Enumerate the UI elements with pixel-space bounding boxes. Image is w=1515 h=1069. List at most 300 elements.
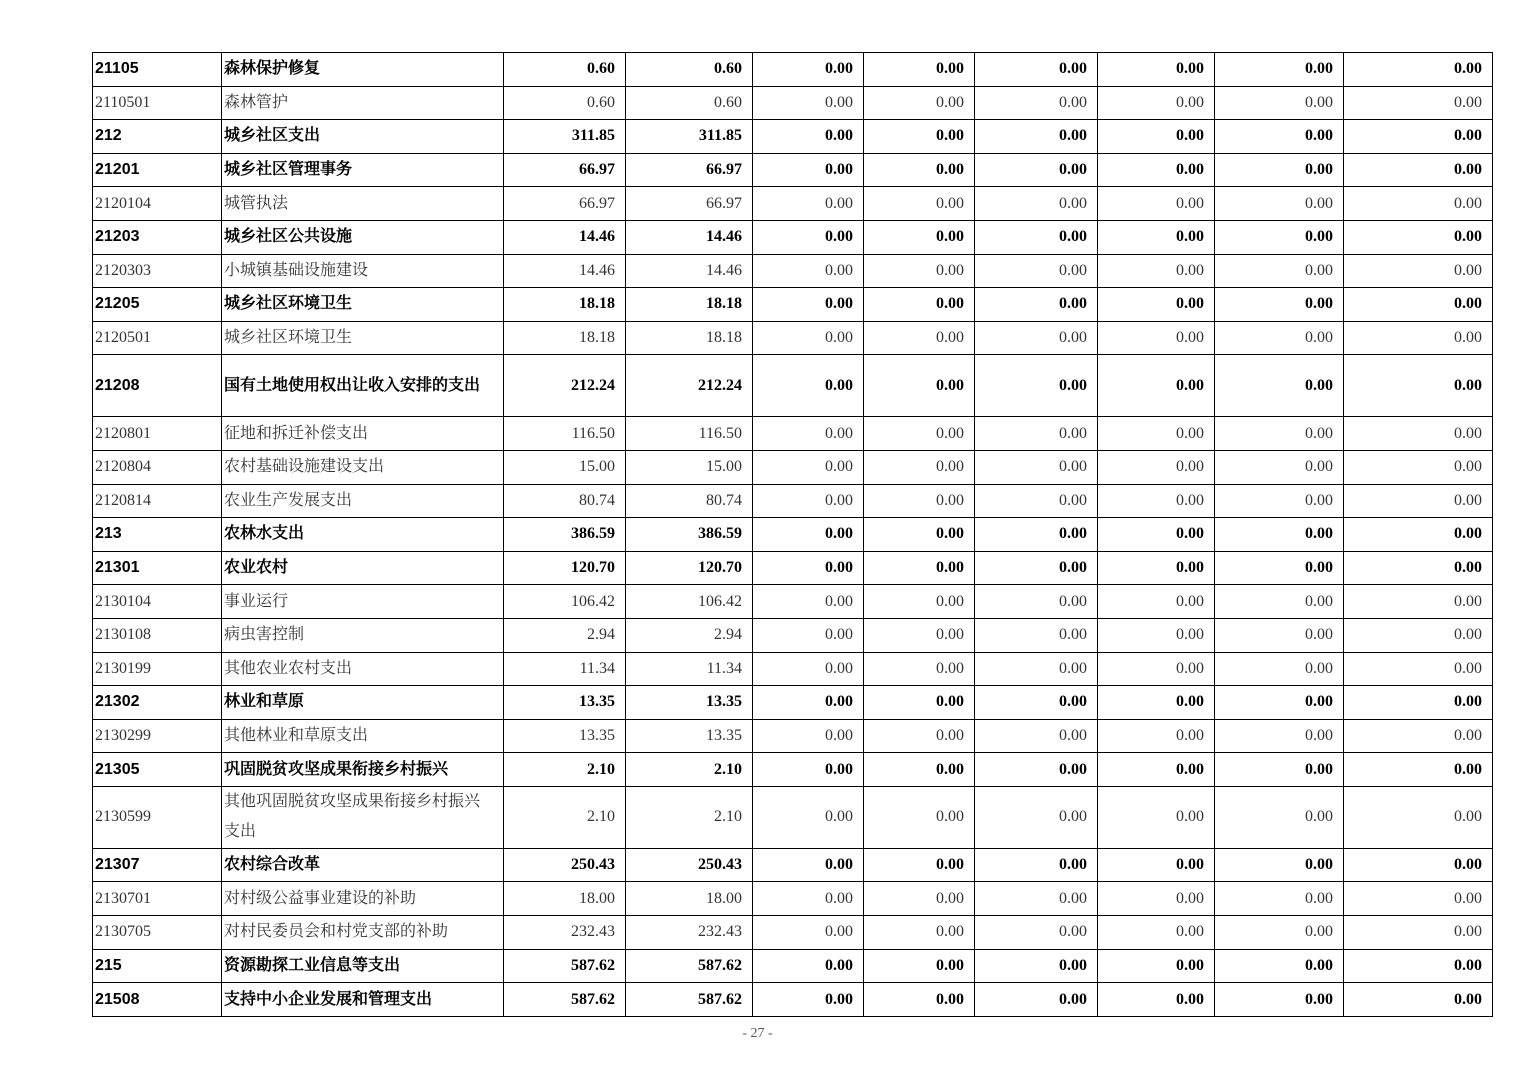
amount-cell: 14.46 <box>504 220 626 254</box>
amount-cell: 0.00 <box>975 618 1098 652</box>
subject-name-cell: 资源勘探工业信息等支出 <box>222 949 504 983</box>
subject-code-cell: 21302 <box>93 686 222 720</box>
amount-cell: 0.00 <box>1344 786 1493 848</box>
subject-code-cell: 213 <box>93 518 222 552</box>
amount-cell: 587.62 <box>504 983 626 1017</box>
amount-cell: 0.00 <box>1215 355 1344 417</box>
amount-cell: 0.00 <box>1098 618 1215 652</box>
amount-cell: 0.00 <box>1344 355 1493 417</box>
amount-cell: 0.00 <box>864 220 975 254</box>
amount-cell: 66.97 <box>626 187 753 221</box>
amount-cell: 0.00 <box>753 618 864 652</box>
amount-cell: 0.00 <box>1344 551 1493 585</box>
table-row <box>93 86 1493 120</box>
amount-cell: 66.97 <box>626 153 753 187</box>
amount-cell: 2.10 <box>626 786 753 848</box>
subject-code-cell: 21305 <box>93 753 222 787</box>
amount-cell: 0.00 <box>975 753 1098 787</box>
amount-cell: 0.00 <box>1098 585 1215 619</box>
amount-cell: 0.00 <box>1215 187 1344 221</box>
subject-name-cell: 森林保护修复 <box>222 53 504 87</box>
amount-cell: 0.00 <box>1215 753 1344 787</box>
amount-cell: 13.35 <box>626 719 753 753</box>
amount-cell: 0.00 <box>1215 949 1344 983</box>
amount-cell: 212.24 <box>626 355 753 417</box>
amount-cell: 2.10 <box>504 753 626 787</box>
amount-cell: 0.00 <box>864 450 975 484</box>
amount-cell: 0.00 <box>975 321 1098 355</box>
table-row <box>93 551 1493 585</box>
amount-cell: 0.00 <box>864 618 975 652</box>
subject-name-cell: 事业运行 <box>222 585 504 619</box>
table-row <box>93 916 1493 950</box>
amount-cell: 0.00 <box>975 484 1098 518</box>
table-row <box>93 949 1493 983</box>
amount-cell: 0.00 <box>1344 618 1493 652</box>
amount-cell: 0.00 <box>1344 484 1493 518</box>
table-row <box>93 321 1493 355</box>
subject-name-cell: 小城镇基础设施建设 <box>222 254 504 288</box>
subject-name-cell: 林业和草原 <box>222 686 504 720</box>
amount-cell: 18.18 <box>626 321 753 355</box>
subject-name-cell: 征地和拆迁补偿支出 <box>222 417 504 451</box>
subject-name-cell: 森林管护 <box>222 86 504 120</box>
amount-cell: 0.00 <box>753 786 864 848</box>
amount-cell: 587.62 <box>504 949 626 983</box>
subject-code-cell: 2120501 <box>93 321 222 355</box>
subject-code-cell: 2120814 <box>93 484 222 518</box>
amount-cell: 0.00 <box>864 551 975 585</box>
amount-cell: 0.00 <box>975 882 1098 916</box>
amount-cell: 2.94 <box>626 618 753 652</box>
amount-cell: 0.00 <box>975 153 1098 187</box>
table-row <box>93 753 1493 787</box>
subject-name-cell: 其他林业和草原支出 <box>222 719 504 753</box>
amount-cell: 0.00 <box>1344 753 1493 787</box>
subject-code-cell: 2130701 <box>93 882 222 916</box>
amount-cell: 0.00 <box>864 652 975 686</box>
table-row <box>93 187 1493 221</box>
table-row <box>93 53 1493 87</box>
amount-cell: 0.00 <box>1344 417 1493 451</box>
amount-cell: 0.00 <box>1215 786 1344 848</box>
amount-cell: 0.00 <box>1344 321 1493 355</box>
subject-name-cell: 对村级公益事业建设的补助 <box>222 882 504 916</box>
amount-cell: 11.34 <box>504 652 626 686</box>
subject-name-cell: 农村综合改革 <box>222 848 504 882</box>
amount-cell: 0.00 <box>1215 882 1344 916</box>
amount-cell: 0.00 <box>753 288 864 322</box>
amount-cell: 0.00 <box>1098 450 1215 484</box>
table-row <box>93 518 1493 552</box>
amount-cell: 2.10 <box>504 786 626 848</box>
amount-cell: 0.00 <box>1215 153 1344 187</box>
amount-cell: 250.43 <box>504 848 626 882</box>
amount-cell: 66.97 <box>504 153 626 187</box>
amount-cell: 0.00 <box>864 753 975 787</box>
amount-cell: 0.00 <box>975 551 1098 585</box>
table-row <box>93 254 1493 288</box>
amount-cell: 0.00 <box>1344 518 1493 552</box>
amount-cell: 15.00 <box>626 450 753 484</box>
amount-cell: 13.35 <box>504 686 626 720</box>
subject-name-cell: 城乡社区管理事务 <box>222 153 504 187</box>
amount-cell: 232.43 <box>504 916 626 950</box>
amount-cell: 0.00 <box>1215 686 1344 720</box>
subject-code-cell: 212 <box>93 120 222 154</box>
subject-code-cell: 21307 <box>93 848 222 882</box>
amount-cell: 0.00 <box>753 882 864 916</box>
amount-cell: 0.00 <box>1215 848 1344 882</box>
amount-cell: 0.00 <box>1344 220 1493 254</box>
amount-cell: 0.00 <box>975 848 1098 882</box>
amount-cell: 106.42 <box>626 585 753 619</box>
subject-name-cell: 对村民委员会和村党支部的补助 <box>222 916 504 950</box>
table-row <box>93 882 1493 916</box>
subject-code-cell: 2130599 <box>93 786 222 848</box>
subject-name-cell: 城乡社区环境卫生 <box>222 321 504 355</box>
amount-cell: 0.00 <box>864 187 975 221</box>
amount-cell: 0.00 <box>975 719 1098 753</box>
amount-cell: 0.00 <box>1215 551 1344 585</box>
amount-cell: 0.00 <box>1215 484 1344 518</box>
subject-name-cell: 农村基础设施建设支出 <box>222 450 504 484</box>
subject-name-cell: 农业农村 <box>222 551 504 585</box>
amount-cell: 0.00 <box>975 585 1098 619</box>
amount-cell: 0.00 <box>864 254 975 288</box>
table-row <box>93 288 1493 322</box>
amount-cell: 18.00 <box>626 882 753 916</box>
amount-cell: 0.00 <box>1344 848 1493 882</box>
table-row <box>93 450 1493 484</box>
amount-cell: 0.00 <box>1098 848 1215 882</box>
subject-name-cell: 其他巩固脱贫攻坚成果衔接乡村振兴支出 <box>222 786 504 848</box>
amount-cell: 0.00 <box>864 86 975 120</box>
page-number: - 27 - <box>742 1026 773 1041</box>
amount-cell: 0.00 <box>975 916 1098 950</box>
subject-name-cell: 巩固脱贫攻坚成果衔接乡村振兴 <box>222 753 504 787</box>
amount-cell: 0.00 <box>864 719 975 753</box>
amount-cell: 0.00 <box>753 187 864 221</box>
amount-cell: 11.34 <box>626 652 753 686</box>
amount-cell: 0.00 <box>975 518 1098 552</box>
amount-cell: 0.00 <box>1098 321 1215 355</box>
subject-code-cell: 2130705 <box>93 916 222 950</box>
amount-cell: 0.00 <box>1098 220 1215 254</box>
amount-cell: 0.00 <box>1215 983 1344 1017</box>
subject-code-cell: 2130299 <box>93 719 222 753</box>
amount-cell: 0.00 <box>1215 220 1344 254</box>
amount-cell: 0.00 <box>1344 120 1493 154</box>
amount-cell: 18.18 <box>626 288 753 322</box>
amount-cell: 0.00 <box>1344 585 1493 619</box>
amount-cell: 0.00 <box>1344 916 1493 950</box>
subject-code-cell: 2110501 <box>93 86 222 120</box>
amount-cell: 0.00 <box>1098 355 1215 417</box>
amount-cell: 0.00 <box>1098 719 1215 753</box>
amount-cell: 0.00 <box>864 949 975 983</box>
budget-table <box>92 52 1493 1017</box>
amount-cell: 0.00 <box>753 450 864 484</box>
amount-cell: 0.00 <box>975 120 1098 154</box>
amount-cell: 386.59 <box>504 518 626 552</box>
amount-cell: 0.00 <box>1215 719 1344 753</box>
amount-cell: 587.62 <box>626 949 753 983</box>
amount-cell: 0.00 <box>1098 120 1215 154</box>
subject-name-cell: 其他农业农村支出 <box>222 652 504 686</box>
amount-cell: 0.00 <box>1098 983 1215 1017</box>
amount-cell: 0.00 <box>753 686 864 720</box>
amount-cell: 587.62 <box>626 983 753 1017</box>
amount-cell: 0.00 <box>1098 686 1215 720</box>
amount-cell: 0.00 <box>753 120 864 154</box>
amount-cell: 0.00 <box>753 848 864 882</box>
amount-cell: 0.00 <box>753 254 864 288</box>
amount-cell: 18.18 <box>504 321 626 355</box>
amount-cell: 0.00 <box>1344 983 1493 1017</box>
table-row <box>93 417 1493 451</box>
amount-cell: 0.00 <box>1215 518 1344 552</box>
amount-cell: 0.00 <box>753 551 864 585</box>
amount-cell: 232.43 <box>626 916 753 950</box>
amount-cell: 0.00 <box>753 983 864 1017</box>
amount-cell: 0.00 <box>1215 618 1344 652</box>
table-row <box>93 652 1493 686</box>
amount-cell: 14.46 <box>626 220 753 254</box>
table-row <box>93 220 1493 254</box>
amount-cell: 0.00 <box>975 355 1098 417</box>
amount-cell: 0.00 <box>975 786 1098 848</box>
amount-cell: 0.00 <box>1344 53 1493 87</box>
amount-cell: 0.00 <box>1344 254 1493 288</box>
table-row <box>93 983 1493 1017</box>
table-row <box>93 585 1493 619</box>
subject-name-cell: 城管执法 <box>222 187 504 221</box>
amount-cell: 0.00 <box>975 652 1098 686</box>
amount-cell: 0.00 <box>1098 254 1215 288</box>
amount-cell: 106.42 <box>504 585 626 619</box>
amount-cell: 0.00 <box>753 518 864 552</box>
subject-code-cell: 2130104 <box>93 585 222 619</box>
subject-code-cell: 2120303 <box>93 254 222 288</box>
subject-code-cell: 21205 <box>93 288 222 322</box>
amount-cell: 0.00 <box>1098 786 1215 848</box>
amount-cell: 2.94 <box>504 618 626 652</box>
amount-cell: 0.00 <box>1215 417 1344 451</box>
amount-cell: 0.00 <box>864 848 975 882</box>
subject-code-cell: 2120801 <box>93 417 222 451</box>
amount-cell: 18.18 <box>504 288 626 322</box>
amount-cell: 0.00 <box>753 53 864 87</box>
table-row <box>93 686 1493 720</box>
amount-cell: 0.00 <box>753 220 864 254</box>
amount-cell: 66.97 <box>504 187 626 221</box>
amount-cell: 0.00 <box>864 53 975 87</box>
subject-code-cell: 21301 <box>93 551 222 585</box>
amount-cell: 386.59 <box>626 518 753 552</box>
amount-cell: 0.00 <box>1098 417 1215 451</box>
amount-cell: 120.70 <box>504 551 626 585</box>
amount-cell: 311.85 <box>626 120 753 154</box>
amount-cell: 0.00 <box>753 585 864 619</box>
amount-cell: 0.60 <box>626 86 753 120</box>
amount-cell: 0.00 <box>1344 882 1493 916</box>
subject-code-cell: 2130199 <box>93 652 222 686</box>
subject-code-cell: 215 <box>93 949 222 983</box>
amount-cell: 0.00 <box>1215 321 1344 355</box>
amount-cell: 0.00 <box>1098 652 1215 686</box>
amount-cell: 0.00 <box>753 86 864 120</box>
amount-cell: 0.00 <box>1098 288 1215 322</box>
amount-cell: 0.00 <box>753 916 864 950</box>
amount-cell: 13.35 <box>626 686 753 720</box>
amount-cell: 0.00 <box>864 321 975 355</box>
amount-cell: 0.00 <box>864 417 975 451</box>
amount-cell: 250.43 <box>626 848 753 882</box>
amount-cell: 0.00 <box>753 484 864 518</box>
amount-cell: 0.00 <box>864 686 975 720</box>
amount-cell: 0.00 <box>1344 949 1493 983</box>
table-row <box>93 484 1493 518</box>
amount-cell: 0.60 <box>504 53 626 87</box>
amount-cell: 0.00 <box>975 949 1098 983</box>
amount-cell: 0.00 <box>753 153 864 187</box>
amount-cell: 212.24 <box>504 355 626 417</box>
amount-cell: 0.00 <box>1344 686 1493 720</box>
amount-cell: 0.00 <box>1098 551 1215 585</box>
subject-name-cell: 支持中小企业发展和管理支出 <box>222 983 504 1017</box>
subject-name-cell: 城乡社区公共设施 <box>222 220 504 254</box>
amount-cell: 0.00 <box>975 53 1098 87</box>
table-row <box>93 786 1493 848</box>
amount-cell: 80.74 <box>504 484 626 518</box>
table-row <box>93 120 1493 154</box>
amount-cell: 0.00 <box>864 484 975 518</box>
amount-cell: 0.00 <box>864 882 975 916</box>
amount-cell: 0.00 <box>1098 153 1215 187</box>
table-body <box>93 53 1493 1017</box>
amount-cell: 0.00 <box>1098 518 1215 552</box>
amount-cell: 0.00 <box>1344 450 1493 484</box>
amount-cell: 0.00 <box>1215 120 1344 154</box>
amount-cell: 0.00 <box>1098 484 1215 518</box>
subject-code-cell: 2120804 <box>93 450 222 484</box>
amount-cell: 0.00 <box>1098 53 1215 87</box>
subject-name-cell: 农业生产发展支出 <box>222 484 504 518</box>
amount-cell: 0.00 <box>1215 585 1344 619</box>
amount-cell: 0.00 <box>975 288 1098 322</box>
amount-cell: 0.00 <box>1098 916 1215 950</box>
amount-cell: 0.00 <box>864 786 975 848</box>
amount-cell: 0.60 <box>626 53 753 87</box>
subject-name-cell: 城乡社区环境卫生 <box>222 288 504 322</box>
amount-cell: 0.00 <box>975 983 1098 1017</box>
amount-cell: 120.70 <box>626 551 753 585</box>
amount-cell: 0.00 <box>864 288 975 322</box>
amount-cell: 0.00 <box>1344 187 1493 221</box>
table-row <box>93 153 1493 187</box>
subject-code-cell: 2120104 <box>93 187 222 221</box>
amount-cell: 0.00 <box>753 949 864 983</box>
amount-cell: 116.50 <box>626 417 753 451</box>
table-row <box>93 719 1493 753</box>
subject-code-cell: 2130108 <box>93 618 222 652</box>
amount-cell: 0.00 <box>975 450 1098 484</box>
amount-cell: 0.00 <box>1098 753 1215 787</box>
amount-cell: 0.00 <box>1215 254 1344 288</box>
subject-code-cell: 21203 <box>93 220 222 254</box>
amount-cell: 0.00 <box>1098 86 1215 120</box>
amount-cell: 0.00 <box>1098 187 1215 221</box>
amount-cell: 0.00 <box>1215 652 1344 686</box>
subject-name-cell: 农林水支出 <box>222 518 504 552</box>
amount-cell: 0.00 <box>975 220 1098 254</box>
amount-cell: 0.00 <box>864 983 975 1017</box>
amount-cell: 116.50 <box>504 417 626 451</box>
amount-cell: 0.60 <box>504 86 626 120</box>
amount-cell: 0.00 <box>1215 53 1344 87</box>
amount-cell: 0.00 <box>1215 916 1344 950</box>
amount-cell: 0.00 <box>864 120 975 154</box>
amount-cell: 0.00 <box>864 355 975 417</box>
amount-cell: 0.00 <box>1344 719 1493 753</box>
amount-cell: 0.00 <box>1215 450 1344 484</box>
amount-cell: 13.35 <box>504 719 626 753</box>
table-row <box>93 618 1493 652</box>
amount-cell: 15.00 <box>504 450 626 484</box>
amount-cell: 14.46 <box>626 254 753 288</box>
amount-cell: 0.00 <box>864 585 975 619</box>
table-row <box>93 848 1493 882</box>
subject-name-cell: 城乡社区支出 <box>222 120 504 154</box>
subject-code-cell: 21208 <box>93 355 222 417</box>
amount-cell: 0.00 <box>753 719 864 753</box>
amount-cell: 0.00 <box>1344 652 1493 686</box>
amount-cell: 0.00 <box>753 417 864 451</box>
amount-cell: 0.00 <box>975 417 1098 451</box>
amount-cell: 0.00 <box>864 153 975 187</box>
subject-code-cell: 21508 <box>93 983 222 1017</box>
subject-code-cell: 21201 <box>93 153 222 187</box>
amount-cell: 0.00 <box>1344 288 1493 322</box>
amount-cell: 0.00 <box>975 187 1098 221</box>
amount-cell: 0.00 <box>1098 882 1215 916</box>
amount-cell: 0.00 <box>753 355 864 417</box>
amount-cell: 14.46 <box>504 254 626 288</box>
amount-cell: 0.00 <box>1344 153 1493 187</box>
amount-cell: 0.00 <box>753 753 864 787</box>
subject-code-cell: 21105 <box>93 53 222 87</box>
amount-cell: 2.10 <box>626 753 753 787</box>
amount-cell: 0.00 <box>864 518 975 552</box>
amount-cell: 0.00 <box>864 916 975 950</box>
subject-name-cell: 国有土地使用权出让收入安排的支出 <box>222 355 504 417</box>
amount-cell: 0.00 <box>975 686 1098 720</box>
amount-cell: 0.00 <box>1098 949 1215 983</box>
amount-cell: 0.00 <box>753 321 864 355</box>
amount-cell: 0.00 <box>1344 86 1493 120</box>
amount-cell: 18.00 <box>504 882 626 916</box>
amount-cell: 0.00 <box>1215 86 1344 120</box>
amount-cell: 0.00 <box>975 254 1098 288</box>
amount-cell: 311.85 <box>504 120 626 154</box>
amount-cell: 0.00 <box>975 86 1098 120</box>
amount-cell: 0.00 <box>1215 288 1344 322</box>
amount-cell: 0.00 <box>753 652 864 686</box>
table-row <box>93 355 1493 417</box>
amount-cell: 80.74 <box>626 484 753 518</box>
subject-name-cell: 病虫害控制 <box>222 618 504 652</box>
